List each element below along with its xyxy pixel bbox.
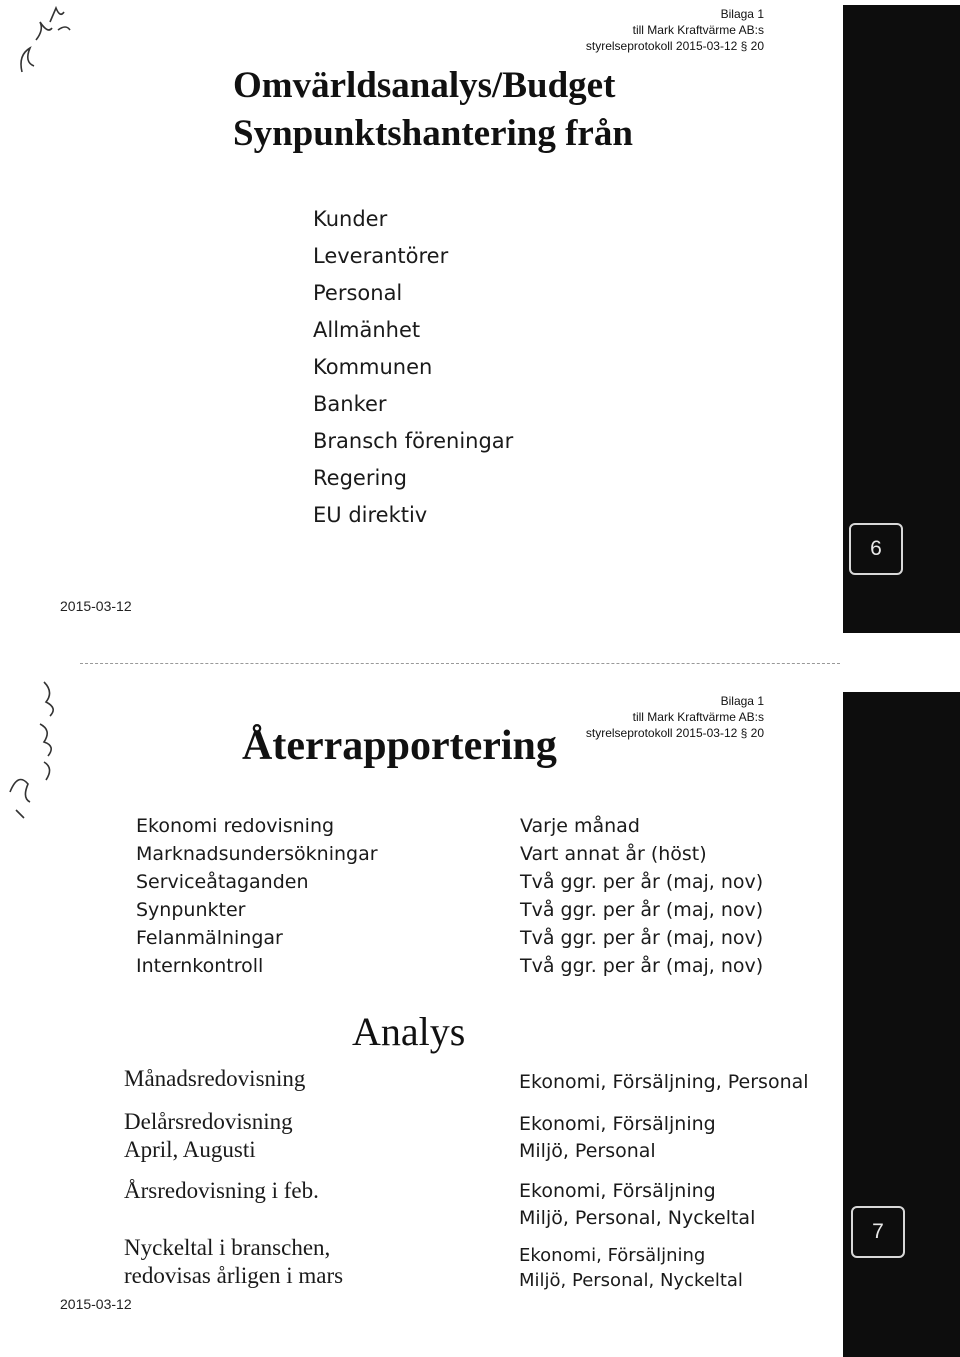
- analysis-report-label: Nyckeltal i branschen,: [124, 1235, 331, 1260]
- analysis-content: Ekonomi, Försäljning: [519, 1113, 716, 1135]
- analysis-report-label: Årsredovisning i feb.: [124, 1178, 319, 1203]
- source-list-item: Banker: [313, 392, 387, 416]
- source-list-item: EU direktiv: [313, 503, 428, 527]
- report-name: Serviceåtaganden: [136, 871, 309, 893]
- report-name: Felanmälningar: [136, 927, 283, 949]
- stamp-line: Bilaga 1: [720, 7, 764, 21]
- slide-title: [233, 62, 633, 158]
- report-frequency: Två ggr. per år (maj, nov): [520, 871, 764, 893]
- handwritten-initials-signature: [0, 672, 78, 822]
- analysis-content: Ekonomi, Försäljning: [519, 1180, 716, 1202]
- source-list-item: Kommunen: [313, 355, 433, 379]
- analysis-content: Miljö, Personal, Nyckeltal: [519, 1270, 743, 1291]
- analysis-report-label: Månadsredovisning: [124, 1066, 306, 1091]
- page-number-badge: 7: [851, 1206, 905, 1258]
- analysis-report-label: redovisas årligen i mars: [124, 1263, 344, 1288]
- source-list-item: Personal: [313, 281, 403, 305]
- slide-sidebar: [843, 692, 960, 1357]
- source-list-item: Regering: [313, 466, 407, 490]
- attachment-stamp: [586, 6, 764, 54]
- analysis-content: Ekonomi, Försäljning, Personal: [519, 1071, 809, 1093]
- slide-divider: [80, 663, 840, 664]
- slide-title: Återrapportering: [242, 723, 557, 769]
- report-frequency: Två ggr. per år (maj, nov): [520, 899, 764, 921]
- analysis-content: Miljö, Personal, Nyckeltal: [519, 1207, 756, 1229]
- stamp-line: till Mark Kraftvärme AB:s: [632, 710, 764, 724]
- report-name: Internkontroll: [136, 955, 264, 977]
- source-list-item: Leverantörer: [313, 244, 449, 268]
- slide-date: 2015-03-12: [60, 1296, 132, 1312]
- analysis-report-label: April, Augusti: [124, 1137, 256, 1162]
- report-frequency: Två ggr. per år (maj, nov): [520, 927, 764, 949]
- stamp-line: till Mark Kraftvärme AB:s: [632, 23, 764, 37]
- report-name: Synpunkter: [136, 899, 246, 921]
- attachment-stamp: [586, 693, 764, 741]
- analysis-report-label: Delårsredovisning: [124, 1109, 293, 1134]
- analysis-content: Ekonomi, Försäljning: [519, 1245, 706, 1266]
- report-frequency: Vart annat år (höst): [520, 843, 707, 865]
- slide-date: 2015-03-12: [60, 598, 132, 614]
- analysis-content: Miljö, Personal: [519, 1140, 656, 1162]
- report-frequency: Två ggr. per år (maj, nov): [520, 955, 764, 977]
- handwritten-initials-signature: [0, 0, 75, 90]
- source-list-item: Allmänhet: [313, 318, 421, 342]
- title-line: Synpunktshantering från: [233, 113, 633, 154]
- report-name: Marknadsundersökningar: [136, 843, 378, 865]
- title-line: Omvärldsanalys/Budget: [233, 65, 616, 106]
- stamp-line: styrelseprotokoll 2015-03-12 § 20: [585, 39, 764, 53]
- source-list-item: Kunder: [313, 207, 388, 231]
- stamp-line: styrelseprotokoll 2015-03-12 § 20: [585, 726, 764, 740]
- analysis-heading: Analys: [352, 1009, 466, 1054]
- report-frequency: Varje månad: [520, 815, 640, 837]
- page-number-badge: 6: [849, 523, 903, 575]
- stamp-line: Bilaga 1: [720, 694, 764, 708]
- source-list-item: Bransch föreningar: [313, 429, 514, 453]
- slide-sidebar: [843, 5, 960, 633]
- report-name: Ekonomi redovisning: [136, 815, 335, 837]
